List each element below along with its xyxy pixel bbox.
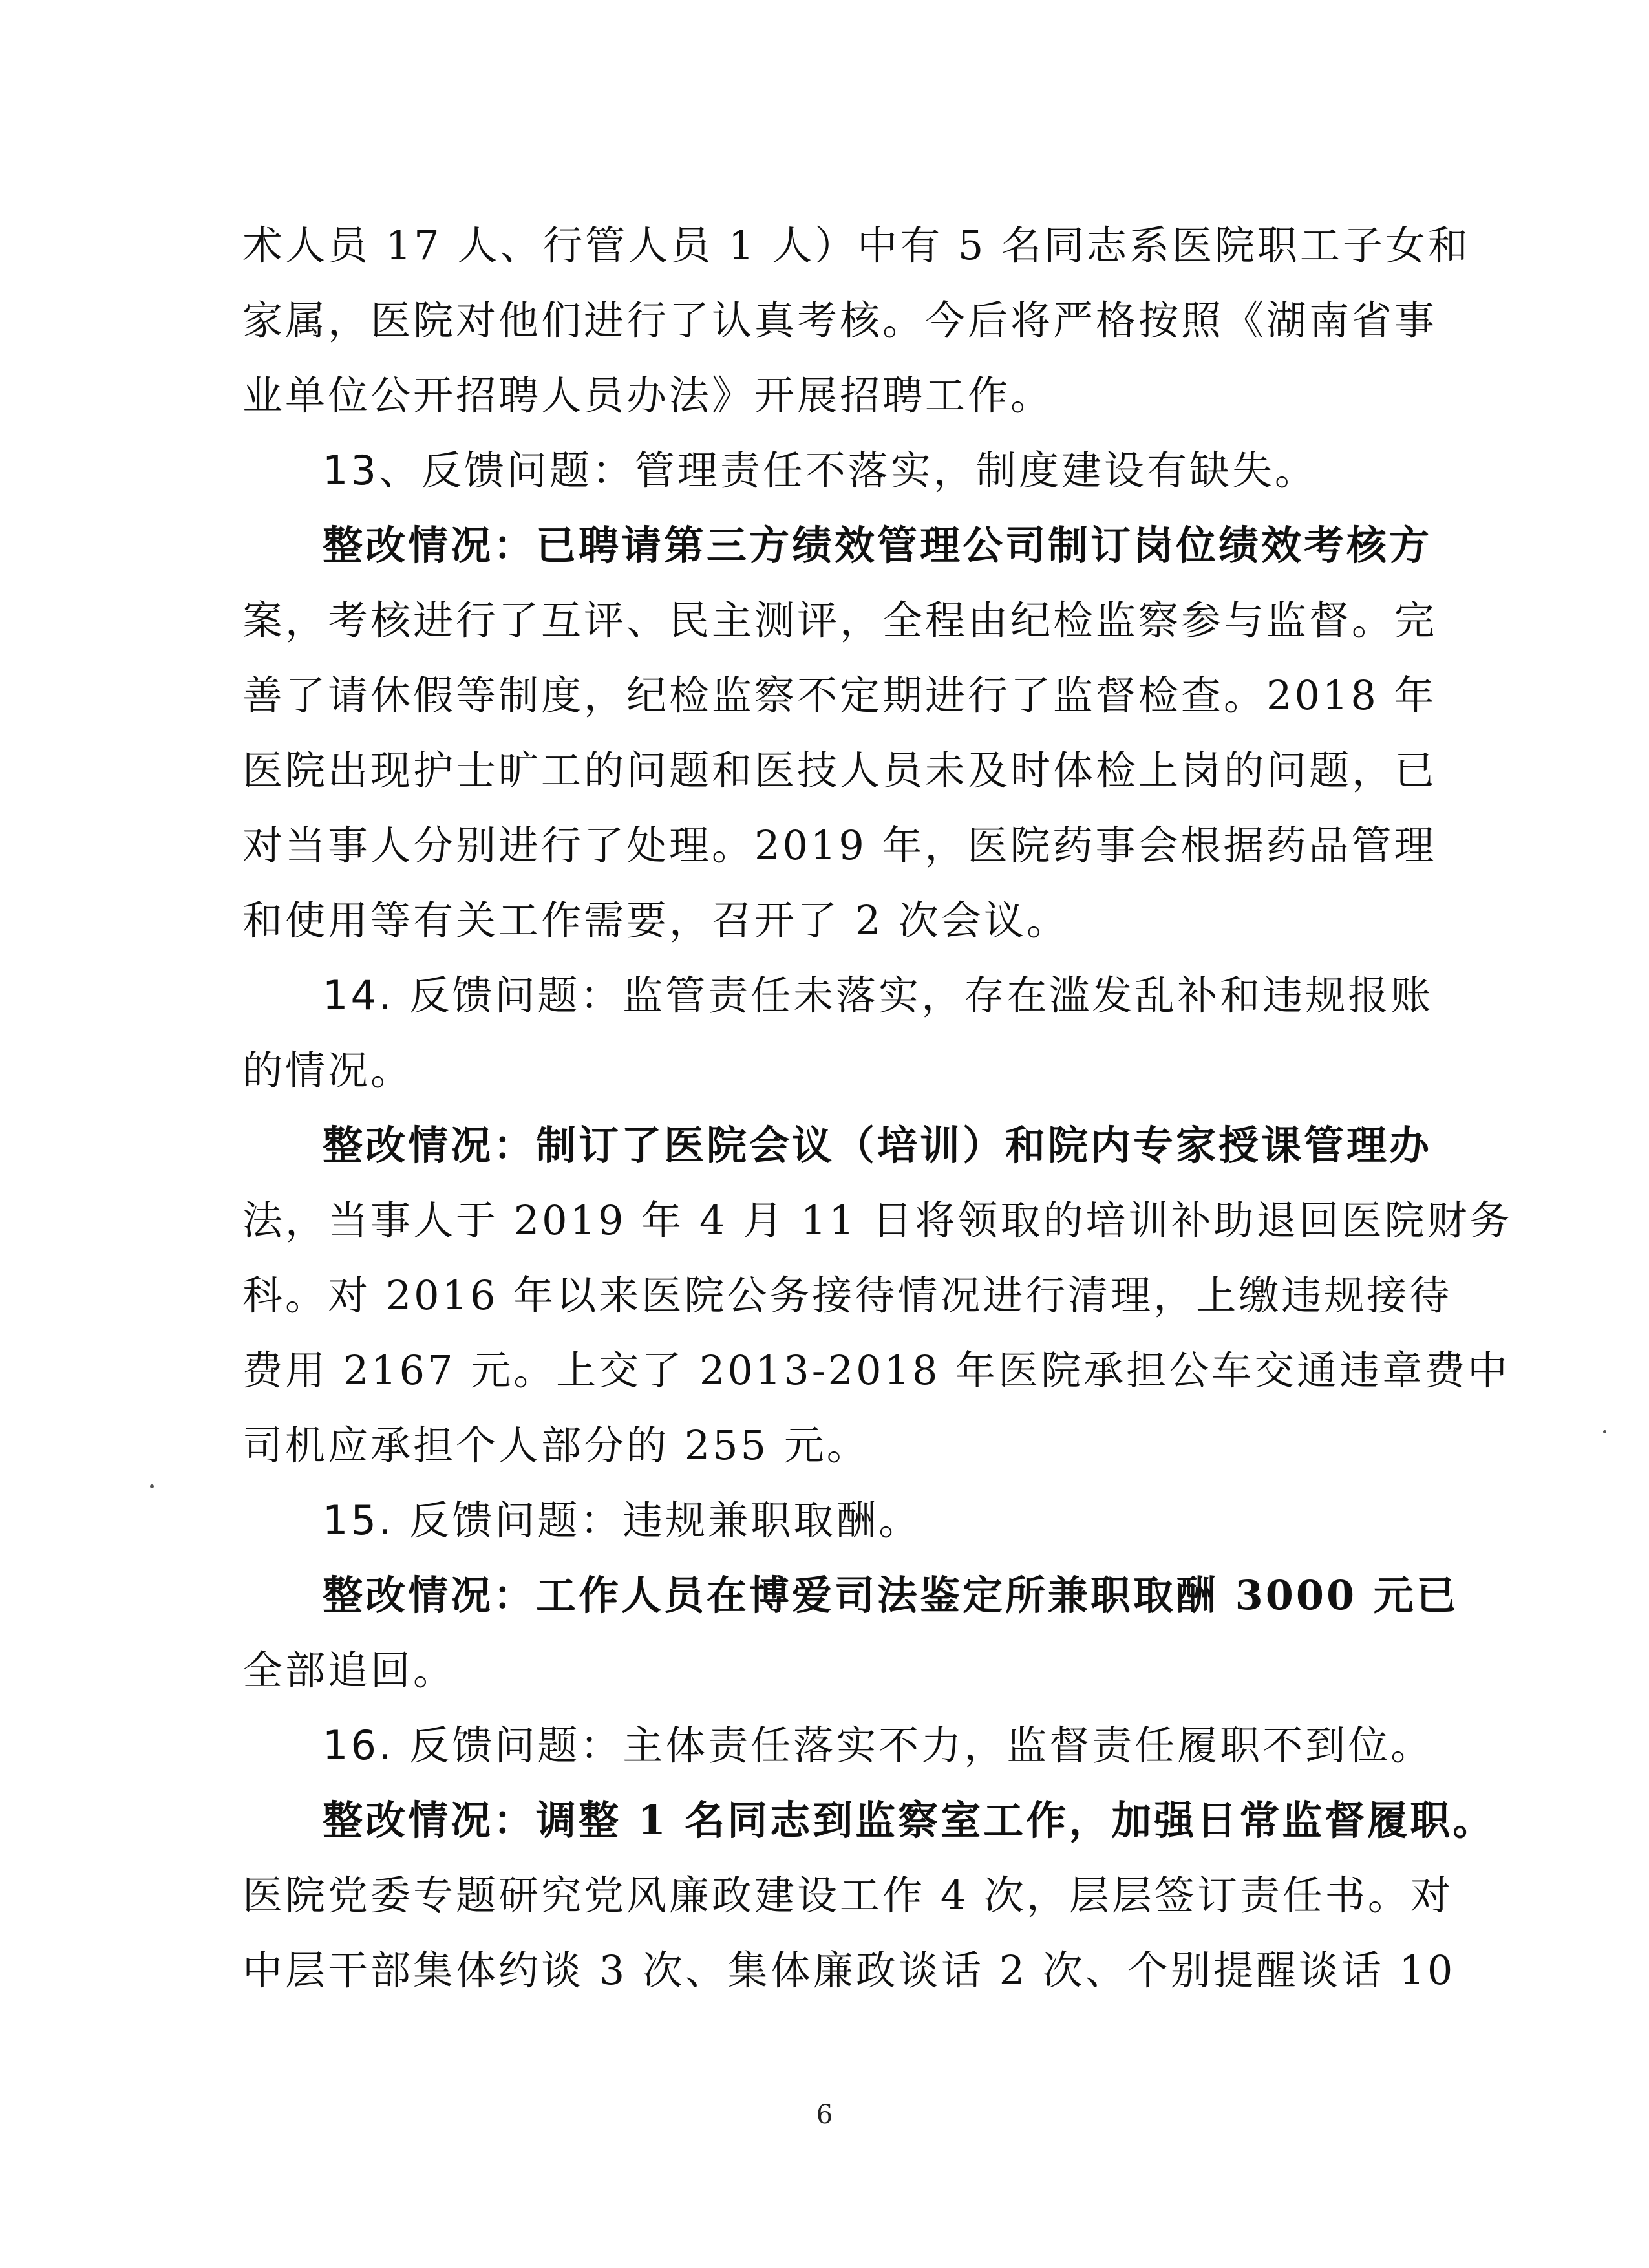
- rectification-line: 整改情况：调整 1 名同志到监察室工作，加强日常监督履职。: [323, 1797, 1496, 1844]
- scan-speck: [150, 1484, 154, 1488]
- text-line: 全部追回。: [242, 1647, 456, 1694]
- paragraph-continuation: [242, 208, 1471, 433]
- rectification-16: [242, 1783, 1496, 2008]
- feedback-question-14: [242, 958, 1434, 1108]
- text-line: 司机应承担个人部分的 255 元。: [242, 1422, 869, 1469]
- rectification-15: [242, 1558, 1459, 1708]
- feedback-question-16: [242, 1708, 1434, 1783]
- rectification-14: [242, 1108, 1513, 1483]
- feedback-question-15: [242, 1483, 1354, 1558]
- text-line: 案，考核进行了互评、民主测评，全程由纪检监察参与监督。完: [242, 597, 1438, 644]
- document-body: [242, 208, 1513, 2008]
- question-line: 13、反馈问题：管理责任不落实，制度建设有缺失。: [323, 447, 1317, 494]
- text-line: 医院出现护士旷工的问题和医技人员未及时体检上岗的问题，已: [242, 747, 1438, 794]
- question-line: 16. 反馈问题：主体责任落实不力，监督责任履职不到位。: [323, 1722, 1434, 1769]
- question-line: 的情况。: [242, 1047, 414, 1094]
- rectification-line: 整改情况：已聘请第三方绩效管理公司制订岗位绩效考核方: [323, 522, 1432, 569]
- rectification-line: 整改情况：工作人员在博爱司法鉴定所兼职取酬 3000 元已: [323, 1572, 1459, 1619]
- text-line: 费用 2167 元。上交了 2013-2018 年医院承担公车交通违章费中: [242, 1347, 1511, 1394]
- rectification-13: [242, 508, 1438, 958]
- text-line: 和使用等有关工作需要，召开了 2 次会议。: [242, 897, 1069, 944]
- text-line: 善了请休假等制度，纪检监察不定期进行了监督检查。2018 年: [242, 672, 1437, 719]
- text-line: 科。对 2016 年以来医院公务接待情况进行清理，上缴违规接待: [242, 1272, 1452, 1319]
- text-line: 医院党委专题研究党风廉政建设工作 4 次，层层签订责任书。对: [242, 1872, 1453, 1919]
- feedback-question-13: [242, 433, 1354, 508]
- text-line: 业单位公开招聘人员办法》开展招聘工作。: [242, 372, 1054, 419]
- text-line: 法，当事人于 2019 年 4 月 11 日将领取的培训补助退回医院财务: [242, 1197, 1513, 1244]
- rectification-line: 整改情况：制订了医院会议（培训）和院内专家授课管理办: [323, 1122, 1432, 1169]
- scan-speck: [1603, 1430, 1606, 1433]
- text-line: 术人员 17 人、行管人员 1 人）中有 5 名同志系医院职工子女和: [242, 222, 1471, 269]
- question-line: 15. 反馈问题：违规兼职取酬。: [323, 1497, 922, 1544]
- text-line: 中层干部集体约谈 3 次、集体廉政谈话 2 次、个别提醒谈话 10: [242, 1947, 1456, 1994]
- page-number: 6: [816, 2100, 833, 2130]
- question-line: 14. 反馈问题：监管责任未落实，存在滥发乱补和违规报账: [323, 972, 1434, 1019]
- text-line: 对当事人分别进行了处理。2019 年，医院药事会根据药品管理: [242, 822, 1437, 869]
- text-line: 家属，医院对他们进行了认真考核。今后将严格按照《湖南省事: [242, 297, 1438, 344]
